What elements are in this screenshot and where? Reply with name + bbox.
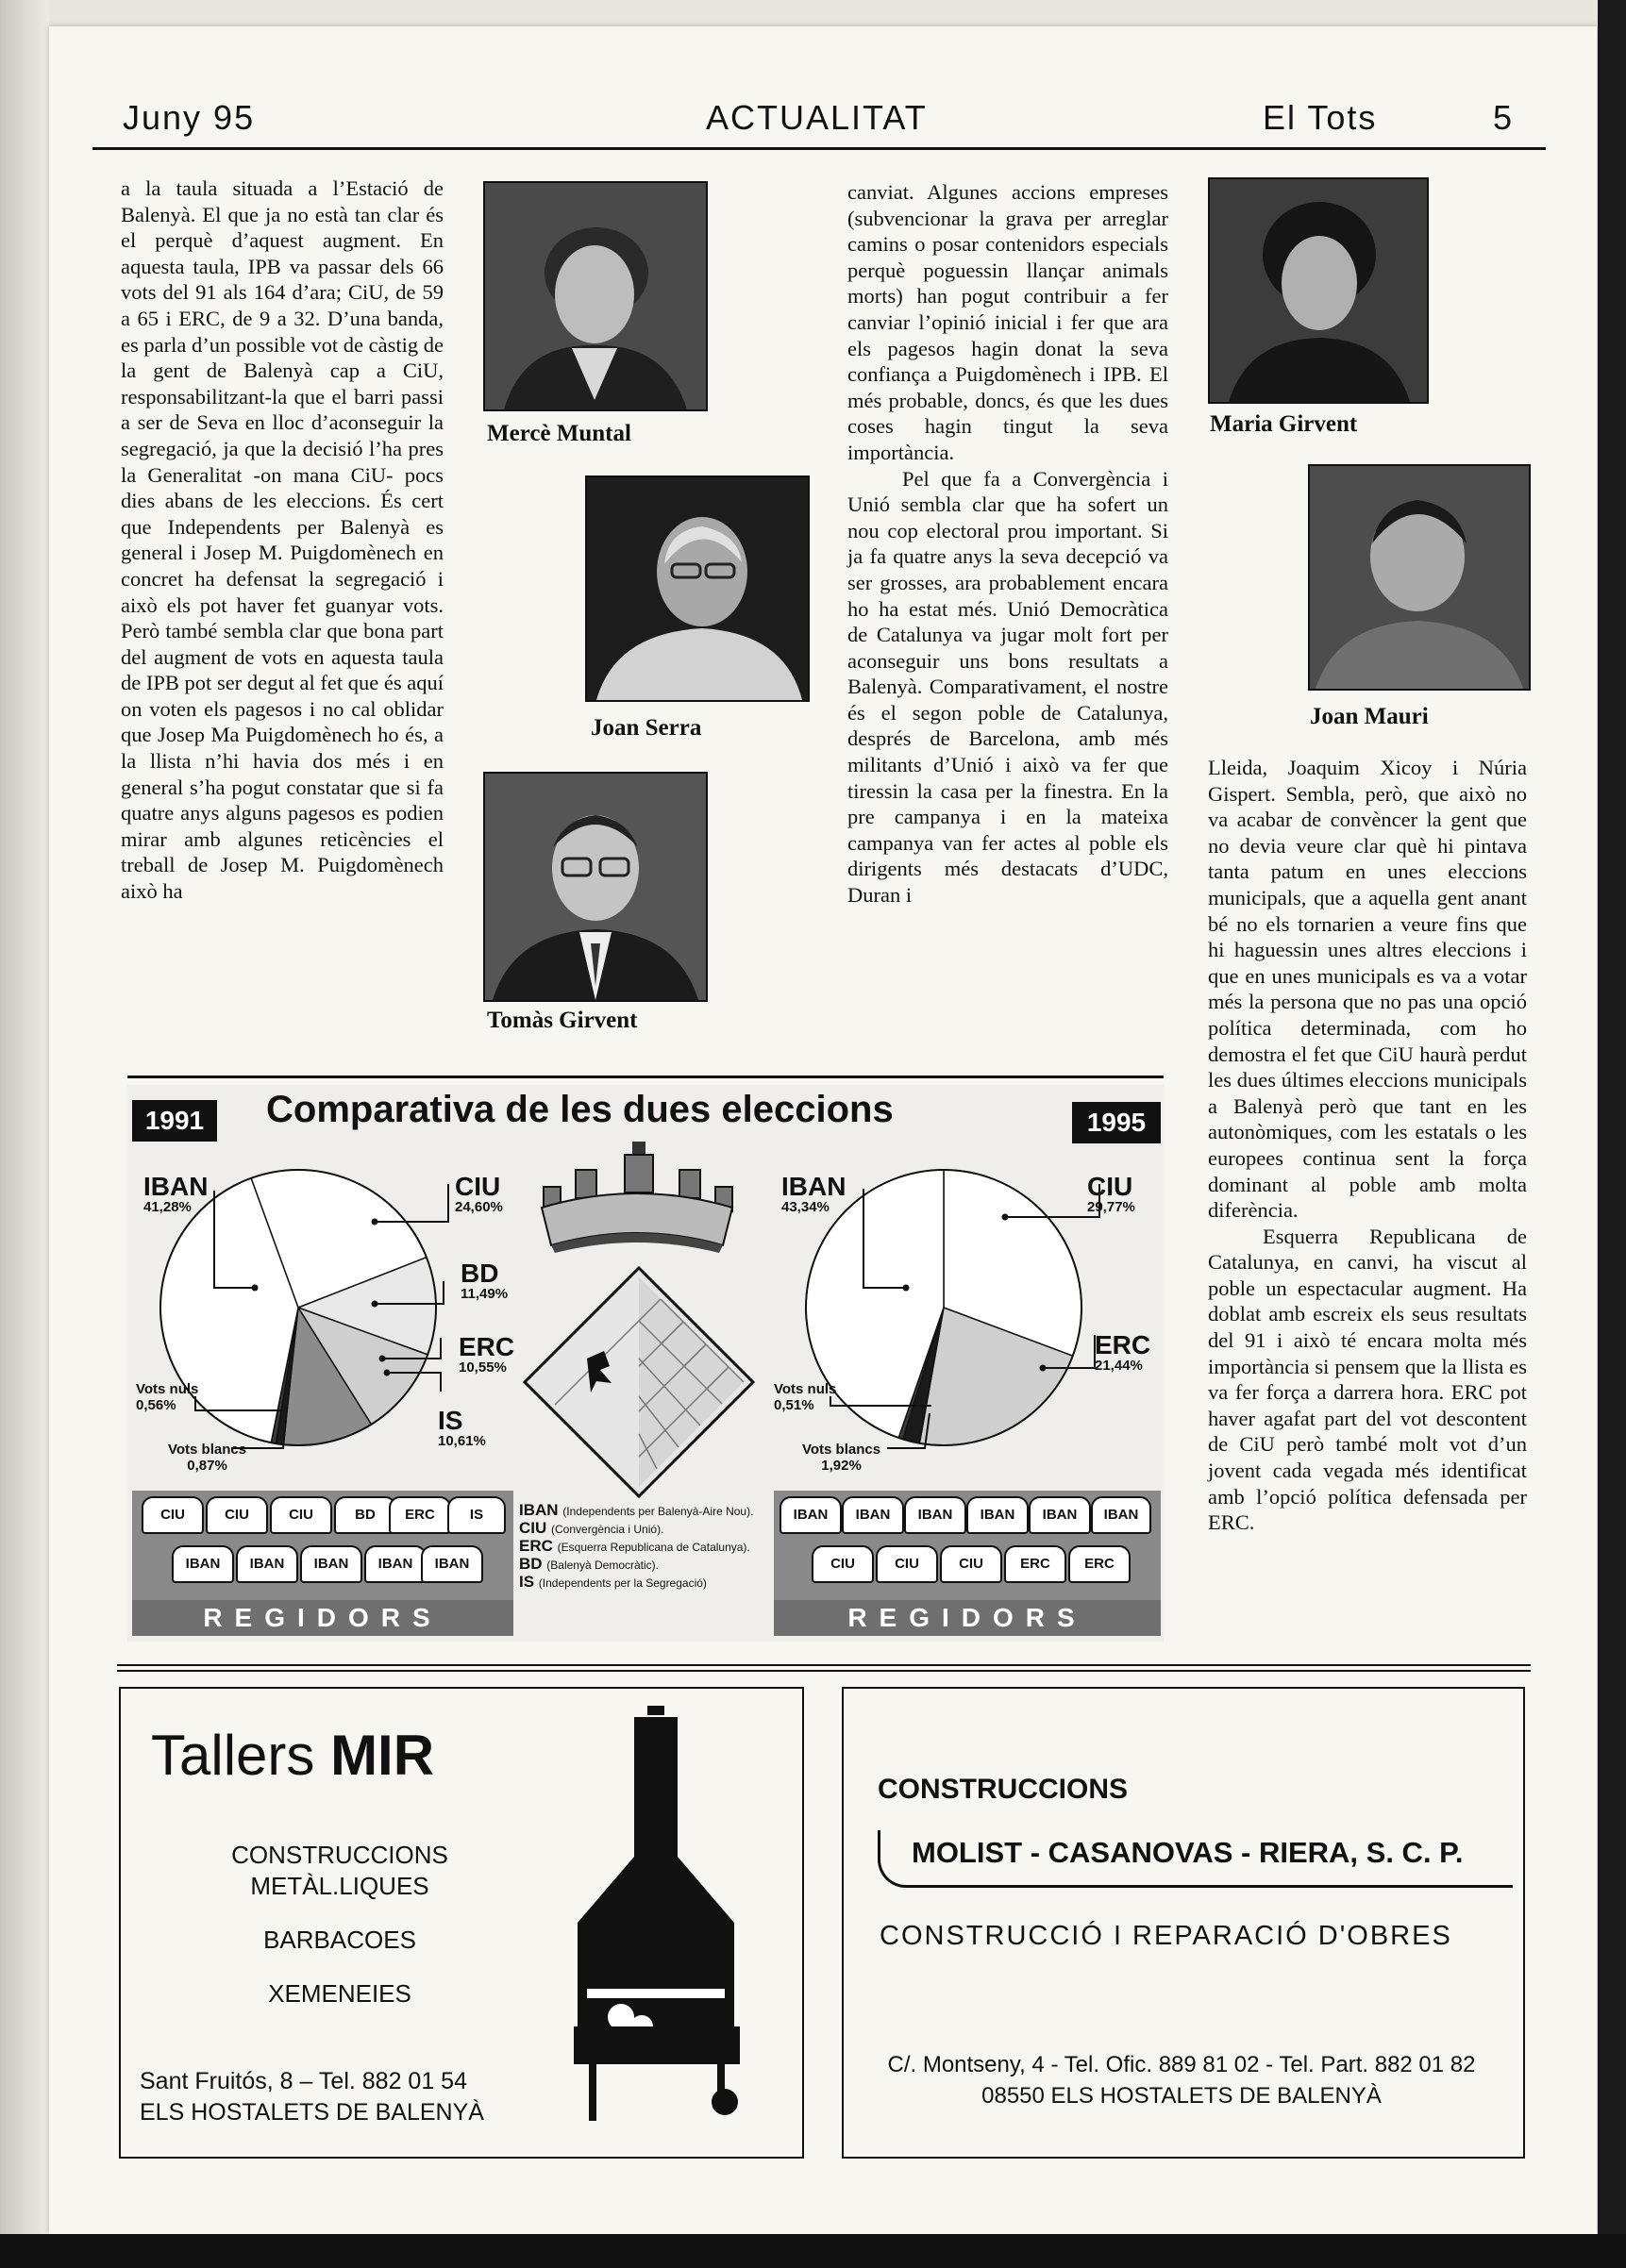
regidors-label-1995: REGIDORS — [774, 1600, 1161, 1636]
regidors-label-1991: REGIDORS — [132, 1600, 513, 1636]
label-1991-vots-blancs: Vots blancs 0,87% — [168, 1442, 247, 1474]
legend-item: IBAN (Independents per Balenyà-Aire Nou). — [519, 1501, 754, 1519]
photo-joan-serra — [585, 475, 810, 702]
legend-item: IS (Independents per la Segregació) — [519, 1573, 707, 1591]
caption-joan-mauri: Joan Mauri — [1310, 704, 1429, 729]
label-1995-vots-nuls: Vots nuls 0,51% — [774, 1381, 837, 1413]
column-1-paragraph: a la taula situada a l’Estació de Balenyà. El que ja no està tan clar és el perquè d’aquest augment. En aquesta taula, IPB va passar dels 66 vots del 91 als 164 d’ara; CiU, de 59 a 65 i ERC, de 9 a 32. D’una banda, es parla d’un possible vot de càstig de la gent de Balenyà cap a CiU, responsabilitzant-la que el barri passi a ser de Seva en lloc d’aconseguir la segregació, ja que la decisió l’ha pres la Generalitat -on mana CiU- pocs dies abans de les eleccions. És cert que Independents per Balenyà es general i Josep M. Puigdomènech en concret ha defensat la segregació i això els pot haver fet guanyar vots. Però també sembla clar que bona part del augment de vots en aquesta taula de IPB pot ser degut al fet que és aquí on voten els pagesos i no cal oblidar que Josep Ma Puigdomènech ho és, a la llista n’hi havia dos més i en general s’ha pogut constatar que si fa quatre anys alguns pagesos es podien mirar amb algunes reticències el treball de Josep M. Puigdomènech això ha — [121, 176, 444, 904]
photo-maria-girvent — [1208, 177, 1429, 404]
article-column-4 — [1208, 755, 1527, 1536]
ads-top-rule-1 — [117, 1664, 1531, 1666]
seat-1995-bottom-5: ERC — [1068, 1545, 1131, 1583]
legend-item: ERC (Esquerra Republicana de Catalunya). — [519, 1537, 750, 1555]
label-1991-iban: IBAN 41,28% — [143, 1172, 209, 1215]
seat-1995-bottom-3: CIU — [940, 1545, 1002, 1583]
seat-1995-top-5: IBAN — [1029, 1496, 1091, 1534]
seat-1991-bottom-3: IBAN — [300, 1545, 362, 1583]
scan-bottom-edge — [0, 2234, 1626, 2268]
seat-1991-bottom-1: IBAN — [172, 1545, 234, 1583]
header-publication: El Tots — [1263, 98, 1378, 137]
seat-1995-top-1: IBAN — [779, 1496, 842, 1534]
ads-top-rule-2 — [117, 1670, 1531, 1672]
column-3-paragraph-1: canviat. Algunes accions empreses (subvencionar la grava per arreglar camins o posar contenidors especials perquè poguessin llançar animals morts) han pogut contribuir a fer canviar l’opinió inicial i fer que ara els pagesos hagin donat la seva confiança a Puigdomènech i IPB. El més probable, doncs, és que les dues coses hagin tingut la seva importància. — [847, 180, 1168, 464]
label-1995-iban: IBAN 43,34% — [781, 1172, 847, 1215]
article-column-1 — [121, 175, 444, 905]
label-1995-erc: ERC 21,44% — [1095, 1330, 1151, 1374]
party-legend — [519, 1502, 753, 1592]
seat-1991-top-5: ERC — [389, 1496, 451, 1534]
crown-icon — [538, 1142, 736, 1255]
portrait-merce — [485, 183, 706, 409]
header-rule — [92, 147, 1546, 150]
seat-1991-top-2: CIU — [206, 1496, 268, 1534]
ad-molist-tagline: CONSTRUCCIÓ I REPARACIÓ D'OBRES — [880, 1921, 1452, 1951]
photo-joan-mauri — [1308, 464, 1531, 691]
seat-1991-bottom-4: IBAN — [364, 1545, 427, 1583]
column-4-paragraph-1: Lleida, Joaquim Xicoy i Núria Gispert. Sembla, però, que això no va acabar de convèncer la gent que no devia veure clar què hi pintava tanta patum en unes eleccions municipals, que a aquella gent anant bé no els tornarien a veure fins que hi haguessin unes altres eleccions i que en unes municipals es va a votar més la persona que no pas una opció política determinada, com ho demostra el fet que CiU haurà perdut les dues últimes eleccions municipals a Balenyà però que tant en les autonòmiques, com les estatals o les europees continua sent la força dominant al poble amb molta diferència. — [1208, 756, 1527, 1223]
seat-1995-bottom-4: ERC — [1004, 1545, 1066, 1583]
ad-molist-contact: C/. Montseny, 4 - Tel. Ofic. 889 81 02 - Tel. Part. 882 01 82 08550 ELS HOSTALETS DE BALENYÀ — [887, 2052, 1476, 2109]
label-1995-ciu: CIU 29,77% — [1087, 1172, 1135, 1215]
seat-1991-top-3: CIU — [270, 1496, 332, 1534]
label-1991-vots-nuls: Vots nuls 0,56% — [136, 1381, 199, 1413]
header-date: Juny 95 — [123, 98, 256, 137]
seat-1991-top-1: CIU — [142, 1496, 204, 1534]
year-1995-label: 1995 — [1072, 1102, 1161, 1143]
label-1991-bd: BD 11,49% — [461, 1259, 509, 1302]
graphic-title: Comparativa de les dues eleccions — [266, 1089, 894, 1130]
label-1991-erc: ERC 10,55% — [459, 1332, 515, 1376]
seat-1995-bottom-1: CIU — [812, 1545, 874, 1583]
seat-1995-top-2: IBAN — [842, 1496, 904, 1534]
label-1991-ciu: CIU 24,60% — [455, 1172, 503, 1215]
photo-tomas-girvent — [483, 772, 708, 1002]
legend-item: BD (Balenyà Democràtic). — [519, 1555, 660, 1573]
caption-merce-muntal: Mercè Muntal — [487, 421, 631, 446]
binding-edge — [1598, 0, 1626, 2268]
ad-molist-company: MOLIST - CASANOVAS - RIERA, S. C. P. — [912, 1836, 1464, 1869]
column-3-paragraph-2: Pel que fa a Convergència i Unió sembla clar que ha sofert un nou cop electoral prou important. Si ja fa quatre anys la seva decepció va ser grosses, ara probablement encara ho ha estat més. Unió Democràtica de Catalunya va jugar molt fort per aconseguir uns bons resultats a Balenyà. Comparativament, el nostre és el segon poble de Catalunya, després de Barcelona, amb més militants d’Unió i això va fer que tiressin la casa per la finestra. En la pre campanya i en la mateixa campanya van fer actes al poble els dirigents més destacats d’UDC, Duran i — [847, 466, 1168, 908]
seat-1991-top-4: BD — [334, 1496, 396, 1534]
ad-molist-heading: CONSTRUCCIONS — [878, 1774, 1129, 1805]
coat-of-arms-icon — [521, 1264, 757, 1500]
seat-1995-top-3: IBAN — [904, 1496, 966, 1534]
legend-item: CIU (Convergència i Unió). — [519, 1519, 664, 1537]
seat-1995-top-6: IBAN — [1091, 1496, 1151, 1534]
caption-tomas-girvent: Tomàs Girvent — [487, 1008, 638, 1033]
portrait-tomas-girvent — [485, 774, 706, 1000]
portrait-joan-mauri — [1310, 466, 1529, 689]
seat-1995-bottom-2: CIU — [876, 1545, 938, 1583]
caption-joan-serra: Joan Serra — [591, 715, 702, 741]
header-section: ACTUALITAT — [706, 98, 928, 137]
seat-1995-top-4: IBAN — [966, 1496, 1029, 1534]
ad-tallers-mir-services: CONSTRUCCIONS METÀL.LIQUES BARBACOES XEMENEIES — [231, 1841, 448, 2008]
portrait-joan-serra — [587, 477, 808, 700]
caption-maria-girvent: Maria Girvent — [1210, 411, 1358, 437]
column-4-paragraph-2: Esquerra Republicana de Catalunya, en canvi, ha viscut al poble un espectacular augment. Ha doblat amb escreix els seus resultats del 91 i això té encara molta més importància si pensem que la llista es va fer força a darrera hora. ERC pot haver agafat part del vot descontent de CiU però també molt vot d’un jovent cada vegada més identificat amb l’opció política defensada per ERC. — [1208, 1224, 1527, 1535]
photo-merce-muntal — [483, 181, 708, 411]
article-column-3 — [847, 179, 1168, 909]
seat-1991-bottom-5: IBAN — [421, 1545, 483, 1583]
year-1991-label: 1991 — [132, 1100, 217, 1142]
header-page-number: 5 — [1493, 98, 1515, 137]
portrait-maria-girvent — [1210, 179, 1427, 402]
label-1991-is: IS 10,61% — [438, 1406, 486, 1449]
ad-tallers-mir-brand: Tallers MIR — [151, 1724, 435, 1787]
barbecue-icon — [555, 1706, 753, 2121]
seat-1991-top-6: IS — [447, 1496, 506, 1534]
label-1995-vots-blancs: Vots blancs 1,92% — [802, 1442, 881, 1474]
seat-1991-bottom-2: IBAN — [236, 1545, 298, 1583]
page-gutter — [0, 0, 49, 2268]
ad-tallers-mir-contact: Sant Fruitós, 8 – Tel. 882 01 54 ELS HOSTALETS DE BALENYÀ — [140, 2068, 484, 2126]
graphic-top-rule — [127, 1076, 1164, 1078]
